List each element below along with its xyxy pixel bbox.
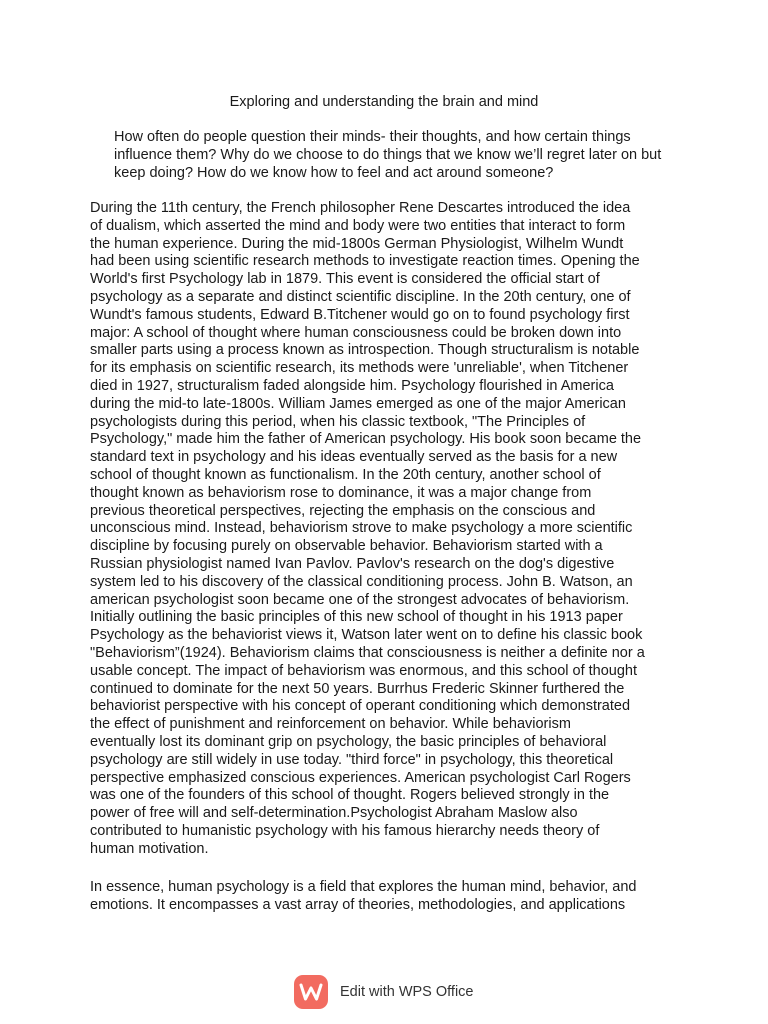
body-paragraph: During the 11th century, the French philosopher Rene Descartes introduced the idea of dualism, which asserted the mind and body were two entities that interact to form the human experience. During the mid-1800s German Physiologist, Wilhelm Wundt had been using scientific research methods to investigate reaction times. Opening the World's first Psychology lab in 1879. This event is considered the official start of psychology as a separate and distinct scientific discipline. In the 20th century, one of Wundt's famous students, Edward B.Titchener would go on to found psychology first major: A school of thought where human consciousness could be broken down into smaller parts using a process known as introspection. Though structuralism is notable for its emphasis on scientific research, its methods were 'unreliable', when Titchener died in 1927, structuralism faded alongside him. Psychology flourished in America during the mid-to late-1800s. William James emerged as one of the major American psychologists during this period, when his classic textbook, "The Principles of Psychology," made him the father of American psychology. His book soon became the standard text in psychology and his ideas eventually served as the basis for a new school of thought known as functionalism. In the 20th century, another school of thought known as behaviorism rose to dominance, it was a major change from previous theoretical perspectives, rejecting the emphasis on the conscious and unconscious mind. Instead, behaviorism strove to make psychology a more scientific discipline by focusing purely on observable behavior. Behaviorism started with a Russian physiologist named Ivan Pavlov. Pavlov's research on the dog's digestive system led to his discovery of the classical conditioning process. John B. Watson, an american psychologist soon became one of the strongest advocates of behaviorism. Initially outlining the basic principles of this new school of thought in his 1913 paper Psychology as the behaviorist views it, Watson later went on to define his classic book "Behaviorism”(1924). Behaviorism claims that consciousness is neither a definite nor a usable concept. The impact of behaviorism was enormous, and this school of thought continued to dominate for the next 50 years. Burrhus Frederic Skinner furthered the behaviorist perspective with his concept of operant conditioning which demonstrated the effect of punishment and reinforcement on behavior. While behaviorism eventually lost its dominant grip on psychology, the basic principles of behavioral psychology are still widely in use today. "third force" in psychology, this theoretical perspective emphasized conscious experiences. American psychologist Carl Rogers was one of the founders of this school of thought. Rogers believed strongly in the power of free will and self-determination.Psychologist Abraham Maslow also contributed to humanistic psychology with his famous hierarchy needs theory of human motivation. bbox=[90, 200, 645, 857]
closing-paragraph: In essence, human psychology is a field that explores the human mind, behavior, and emotions. It encompasses a vast array of theories, methodologies, and applications bbox=[90, 879, 637, 913]
wps-label: Edit with WPS Office bbox=[340, 984, 474, 1000]
edit-with-wps-button[interactable] bbox=[294, 974, 474, 1010]
wps-office-icon bbox=[294, 975, 328, 1009]
document-title: Exploring and understanding the brain and mind bbox=[229, 94, 539, 110]
intro-paragraph: How often do people question their minds- their thoughts, and how certain things influence them? Why do we choose to do things that we know we’ll regret later on but keep doing? How do we know how to feel and act around someone? bbox=[114, 129, 662, 181]
